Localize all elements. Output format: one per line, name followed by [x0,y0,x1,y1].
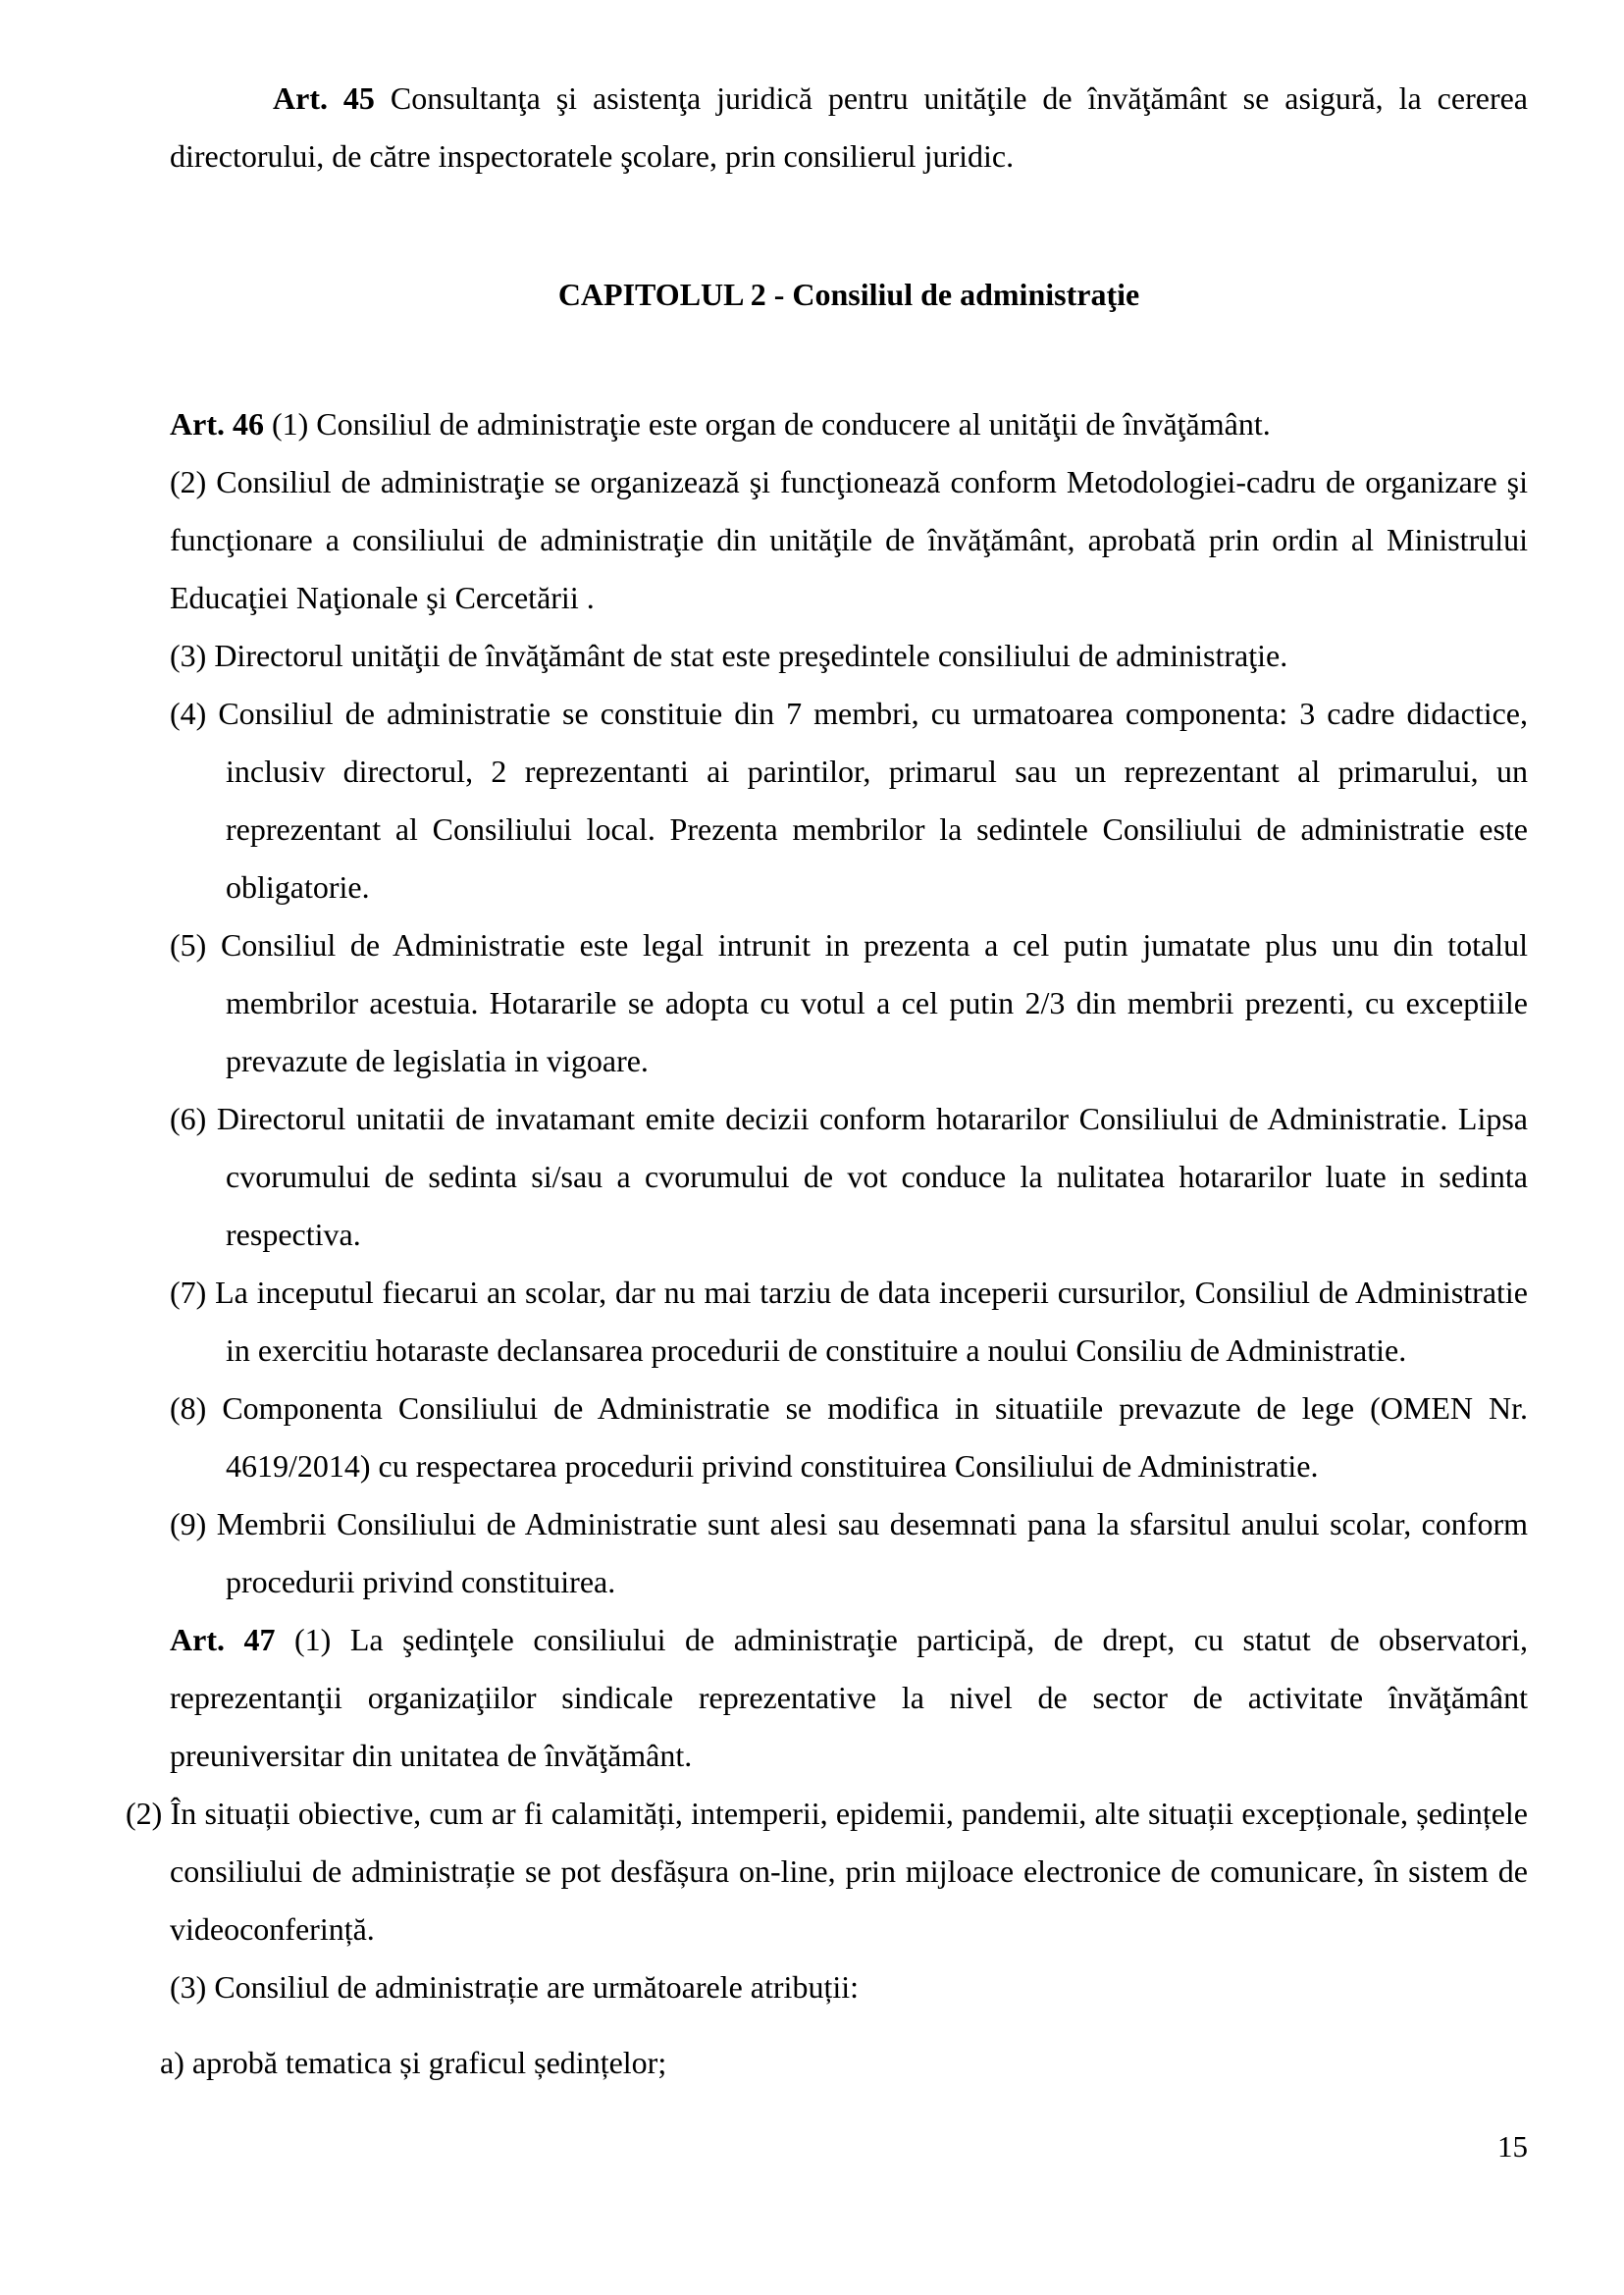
clause-art47-2: (2) În situații obiective, cum ar fi calamități, intemperii, epidemii, pandemii, alte situații excepționale, ședințele consiliului de administrație se pot desfășura on-line, prin mijloace electronice de comunicare, în sistem de videoconferință. [126,1796,1528,1947]
clause-art46-2: (2) Consiliul de administraţie se organizează şi funcţionează conform Metodologiei-cadru de organizare şi funcţionare a consiliului de administraţie din unităţile de învăţământ, aprobată prin ordin al Ministrului Educaţiei Naţionale şi Cercetării . [170,464,1528,615]
article-46-label: Art. 46 [170,406,264,442]
article-45-text: Consultanţa şi asistenţa juridică pentru unităţile de învăţământ se asigură, la cererea directorului, de către inspectoratele şcolare, prin consilierul juridic. [170,80,1529,174]
clause-art46-6: (6) Directorul unitatii de invatamant emite decizii conform hotararilor Consiliului de Administratie. Lipsa cvorumului de sedinta si/sau a cvorumului de vot conduce la nulitatea hotararilor luate in sedinta respectiva. [170,1101,1528,1252]
article-45-label: Art. 45 [273,80,375,116]
clause-art46-3: (3) Directorul unităţii de învăţământ de stat este preşedintele consiliului de administraţie. [170,638,1288,673]
paragraph-art-45 [170,70,1528,185]
clause-art46-5: (5) Consiliul de Administratie este legal intrunit in prezenta a cel putin jumatate plus unu din totalul membrilor acestuia. Hotararile se adopta cu votul a cel putin 2/3 din membrii prezenti, cu exceptiile prevazute de legislatia in vigoare. [170,927,1528,1078]
paragraph-art-47 [170,1611,1528,1785]
chapter-heading: CAPITOLUL 2 - Consiliul de administraţie [557,277,1140,312]
article-47-label: Art. 47 [170,1622,276,1657]
clause-art46-8: (8) Componenta Consiliului de Administratie se modifica in situatiile prevazute de lege (OMEN Nr. 4619/2014) cu respectarea procedurii privind constituirea Consiliului de Administratie. [170,1390,1528,1484]
article-47-text: (1) La şedinţele consiliului de administraţie participă, de drept, cu statut de observatori, reprezentanţii organizaţiilor sindicale reprezentative la nivel de sector de activitate învăţământ preuniversitar din unitatea de învăţământ. [170,1622,1529,1773]
paragraph-art-46 [170,395,1528,453]
clause-art47-3: (3) Consiliul de administrație are următoarele atribuții: [170,1969,859,2005]
clause-art46-7: (7) La inceputul fiecarui an scolar, dar nu mai tarziu de data inceperii cursurilor, Consiliul de Administratie in exercitiu hotaraste declansarea procedurii de constituire a noului Consiliu de Administratie. [170,1275,1528,1368]
clause-art46-9: (9) Membrii Consiliului de Administratie sunt alesi sau desemnati pana la sfarsitul anului scolar, conform procedurii privind constituirea. [170,1506,1528,1599]
page-number: 15 [1497,2129,1528,2164]
article-46-text: (1) Consiliul de administraţie este organ de conducere al unităţii de învăţământ. [263,406,1271,442]
clause-art46-4: (4) Consiliul de administratie se constituie din 7 membri, cu urmatoarea componenta: 3 cadre didactice, inclusiv directorul, 2 reprezentanti ai parintilor, primarul sau un reprezentant al primarului, un reprezentant al Consiliului local. Prezenta membrilor la sedintele Consiliului de administratie este obligatorie. [170,696,1528,905]
attribution-item-a: a) aprobă tematica și graficul ședințelor; [160,2045,667,2080]
